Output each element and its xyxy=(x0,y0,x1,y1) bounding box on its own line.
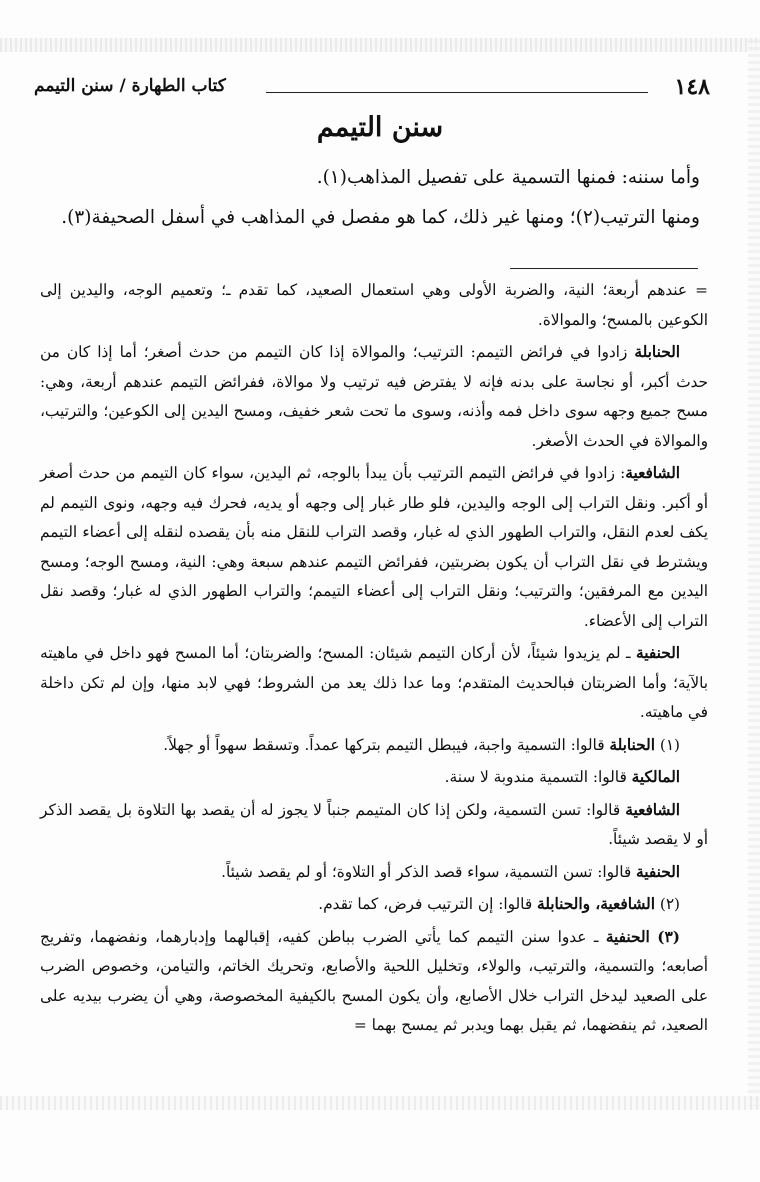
footnote-continuation: = عندهم أربعة؛ النية، والضربة الأولى وهي استعمال الصعيد، كما تقدم ـ؛ وتعميم الوجه، واليدين إلى الكوعين بالمسح؛ والموالاة. xyxy=(40,281,708,329)
footnote-1-maliki-text: قالوا: التسمية مندوبة لا سنة. xyxy=(444,768,632,786)
footnote-2-text: قالوا: إن الترتيب فرض، كما تقدم. xyxy=(318,895,537,913)
footnote-1-shafii-text: قالوا: تسن التسمية، ولكن إذا كان المتيمم جنباً لا يجوز له أن يقصد بها التلاوة بل يقصد الذكر أو لا يقصد شيئاً. xyxy=(40,800,708,848)
school-label-shafiiya: الشافعية xyxy=(625,464,680,482)
footnote-hanafiya xyxy=(40,639,708,728)
school-label-hanabila: الحنابلة xyxy=(634,343,680,361)
scan-edge-top xyxy=(0,38,760,52)
footnote-hanafiya-text: ـ لم يزيدوا شيئاً، لأن أركان التيمم شيئان: المسح؛ والضربتان؛ أما المسح فهو داخل في ماهيته بالآية؛ وأما الضربتان فبالحديث المتقدم؛ وما عدا ذلك يعد من الشروط؛ فهي لابد منها، وإن لم تكن داخلة في ماهيته. xyxy=(40,644,708,721)
footnote-3 xyxy=(40,923,708,1041)
school-label-hanafiya: الحنفية xyxy=(636,644,680,662)
school-label-n2: الشافعية، والحنابلة xyxy=(537,895,655,913)
footnote-3-text: ـ عدوا سنن التيمم كما يأتي الضرب بباطن كفيه، إقبالهما وإدبارهما، ونفضهما، وتفريج أصابعه؛ والتسمية، والترتيب، والولاء، وتخليل اللحية والأصابع، وتحريك الخاتم، والتيامن، وخصوص الضرب على الصعيد ليدخل التراب خلال الأصابع، وأن يكون المسح بالكيفية المخصوصة، وهي أن يضرب بيديه على الصعيد، ثم ينفضهما، ثم يقبل بهما ويدبر ثم يمسح بهما = xyxy=(40,927,708,1034)
footnote-1 xyxy=(40,731,708,761)
scan-edge-right xyxy=(748,40,760,1110)
footnote-1-hanafi xyxy=(40,858,708,888)
school-label-n1-hanafi: الحنفية xyxy=(636,862,680,881)
school-label-n1-shafii: الشافعية xyxy=(625,800,680,819)
main-text xyxy=(60,158,700,238)
main-paragraph-2: ومنها الترتيب(٢)؛ ومنها غير ذلك، كما هو مفصل في المذاهب في أسفل الصحيفة(٣). xyxy=(61,207,700,228)
footnote-1-shafii xyxy=(40,796,708,855)
footnotes xyxy=(40,276,708,1044)
footnote-shafiiya xyxy=(40,459,708,636)
school-label-n1-hanabila: الحنابلة xyxy=(609,735,655,754)
footnote-shafiiya-text: : زادوا في فرائض التيمم الترتيب بأن يبدأ بالوجه، ثم اليدين، سواء كان التيمم من حدث أصغر أو أكبر. ونقل التراب إلى الوجه واليدين، فلو طار غبار إلى وجهه أو يديه، فحرك فيه وجهه، ونوى التيمم لم يكف لعدم النقل، والتراب الطهور الذي له غبار، وقصد التراب للنقل منه بأن يقصده لنقله إلى أعضاء التيمم ويشترط في نقل التراب أن يكون بضربتين، ففرائض التيمم عندهم سبعة وهي: النية، ومسح الوجه؛ ومسح اليدين مع المرفقين؛ والترتيب؛ ونقل التراب إلى أعضاء التيمم؛ والتراب الطهور الذي له غبار؛ وقصد نقل التراب إلى الأعضاء. xyxy=(40,464,708,630)
footnote-1-text: قالوا: التسمية واجبة، فيبطل التيمم بتركها عمداً. وتسقط سهواً أو جهلاً. xyxy=(163,735,610,754)
running-title: كتاب الطهارة / سنن التيمم xyxy=(34,76,226,96)
page-number: ١٤٨ xyxy=(674,74,710,100)
school-label-n3: الحنفية xyxy=(605,927,650,946)
footnote-1-marker: (١) xyxy=(659,735,680,754)
footnote-divider xyxy=(510,268,698,269)
footnote-hanabila xyxy=(40,338,708,456)
footnote-hanabila-text: زادوا في فرائض التيمم: الترتيب؛ والموالاة إذا كان التيمم من حدث أصغر؛ أما إذا كان من حدث أكبر، أو نجاسة على بدنه فإنه لا يفترض فيه ترتيب ولا موالاة، ففرائض التيمم عندهم أربعة، وهي: مسح جميع وجهه سوى داخل فمه وأذنه، وسوى ما تحت شعر خفيف، ومسح اليدين إلى الكوعين؛ والترتيب، والموالاة في الحدث الأصغر. xyxy=(40,343,708,450)
footnote-1-hanafi-text: قالوا: تسن التسمية، سواء قصد الذكر أو التلاوة؛ أو لم يقصد شيئاً. xyxy=(221,862,637,881)
main-paragraph-1: وأما سننه: فمنها التسمية على تفصيل المذاهب(١). xyxy=(316,167,700,188)
school-label-maliki: المالكية xyxy=(631,768,680,786)
footnote-1-maliki xyxy=(40,763,708,793)
footnote-2 xyxy=(40,890,708,920)
footnote-3-marker: (٣) xyxy=(657,927,680,946)
page-header xyxy=(34,74,710,108)
footnote-2-marker: (٢) xyxy=(659,895,680,913)
header-rule xyxy=(266,92,648,93)
section-title: سنن التيمم xyxy=(316,112,444,143)
scan-edge-bottom xyxy=(0,1096,760,1110)
